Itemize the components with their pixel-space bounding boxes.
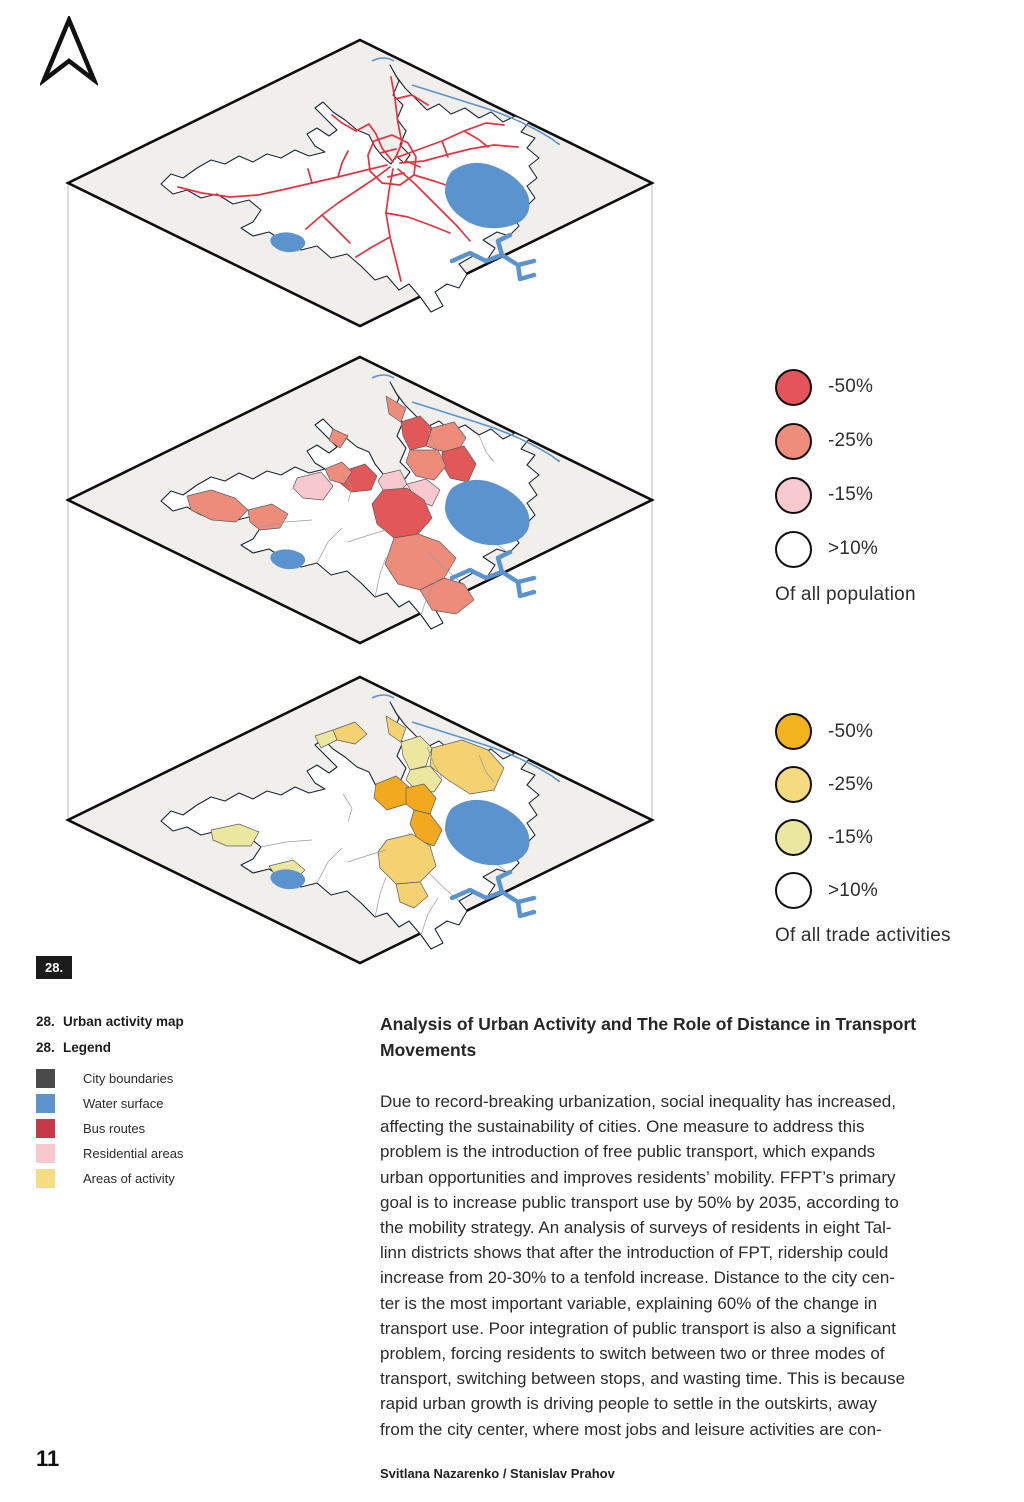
legend-row: [775, 414, 1005, 468]
map-key-row: [36, 1116, 336, 1141]
legend-color-circle: [775, 531, 812, 568]
article-body-line: from the city center, where most jobs and leisure activities are con-: [380, 1419, 882, 1439]
legend-value-label: -25%: [828, 773, 874, 795]
legend-color-circle: [775, 477, 812, 514]
article-body-line: ter is the most important variable, explaining 60% of the change in: [380, 1293, 878, 1313]
map-key-label: City boundaries: [83, 1071, 174, 1086]
legend-color-circle: [775, 766, 812, 803]
legend-caption: [36, 1040, 336, 1055]
article-body-line: goal is to increase public transport use by 50% by 2035, according to: [380, 1192, 899, 1212]
map-key-row: [36, 1166, 336, 1191]
page-number: 11: [36, 1446, 60, 1471]
article-body-line: problem, forcing residents to switch between two or three modes of: [380, 1344, 885, 1364]
authors-credit: Svitlana Nazarenko / Stanislav Prahov: [380, 1466, 615, 1481]
map-key-swatch: [36, 1094, 55, 1113]
map-layer-bus-routes: [68, 40, 652, 326]
legend-color-circle: [775, 819, 812, 856]
map-caption: [36, 1014, 336, 1029]
map-key-swatch: [36, 1169, 55, 1188]
map-key-label: Water surface: [83, 1096, 164, 1111]
legend-population: [775, 360, 1005, 606]
article-title: [380, 1011, 996, 1063]
legend-row: [775, 468, 1005, 522]
article-title-line: Analysis of Urban Activity and The Role of Distance in Transport: [380, 1014, 917, 1034]
article-body-line: urban opportunities and improves residents’ mobility. FFPT’s primary: [380, 1167, 896, 1187]
map-key-row: [36, 1141, 336, 1166]
article-body-line: linn districts shows that after the introduction of FPT, ridership could: [380, 1243, 889, 1263]
legend-row: [775, 522, 1005, 576]
legend-value-label: >10%: [828, 879, 878, 901]
map-key-swatch: [36, 1144, 55, 1163]
map-key-label: Areas of activity: [83, 1171, 175, 1186]
article-body: [380, 1089, 996, 1442]
article-body-line: transport, switching between stops, and wasting time. This is because: [380, 1369, 906, 1389]
legend-caption-number: 28.: [36, 1040, 55, 1055]
article: [380, 1011, 996, 1442]
map-key-swatch: [36, 1069, 55, 1088]
legend-caption-trade: Of all trade activities: [775, 925, 951, 946]
map-layer-population: [68, 357, 652, 643]
urban-activity-map-figure: [0, 0, 700, 990]
legend-color-circle: [775, 369, 812, 406]
legend-value-label: -15%: [828, 826, 874, 848]
legend-value-label: -50%: [828, 376, 874, 397]
legend-row: [775, 360, 1005, 414]
legend-caption-label: Legend: [63, 1040, 112, 1055]
legend-color-circle: [775, 872, 812, 909]
map-key-label: Residential areas: [83, 1146, 184, 1161]
legend-value-label: -50%: [828, 720, 874, 742]
map-key-row: [36, 1066, 336, 1091]
legend-color-circle: [775, 423, 812, 460]
legend-value-label: -15%: [828, 484, 874, 505]
legend-color-circle: [775, 713, 812, 750]
map-layer-trade-activity: [68, 677, 652, 963]
legend-trade: [775, 705, 1005, 947]
article-body-line: problem is the introduction of free public transport, which expands: [380, 1142, 876, 1162]
article-body-line: Due to record-breaking urbanization, social inequality has increased,: [380, 1092, 896, 1111]
figure-captions: [36, 1014, 336, 1191]
article-body-line: transport use. Poor integration of public transport is also a significant: [380, 1318, 896, 1338]
figure-number-badge: 28.: [36, 956, 72, 979]
map-key-label: Bus routes: [83, 1121, 146, 1136]
legend-value-label: -25%: [828, 430, 874, 451]
legend-row: [775, 864, 1005, 917]
article-body-line: increase from 20-30% to a tenfold increase. Distance to the city cen-: [380, 1268, 895, 1288]
article-body-line: the mobility strategy. An analysis of surveys of residents in eight Tal-: [380, 1218, 892, 1238]
legend-row: [775, 758, 1005, 811]
map-caption-label: Urban activity map: [63, 1014, 184, 1029]
map-key-swatch: [36, 1119, 55, 1138]
article-title-line: Movements: [380, 1040, 477, 1060]
legend-row: [775, 811, 1005, 864]
article-body-line: affecting the sustainability of cities. One measure to address this: [380, 1117, 865, 1137]
legend-value-label: >10%: [828, 538, 878, 559]
map-key-row: [36, 1091, 336, 1116]
legend-caption-population: Of all population: [775, 584, 916, 605]
map-caption-number: 28.: [36, 1014, 55, 1029]
legend-row: [775, 705, 1005, 758]
article-body-line: rapid urban growth is driving people to settle in the outskirts, away: [380, 1394, 878, 1414]
